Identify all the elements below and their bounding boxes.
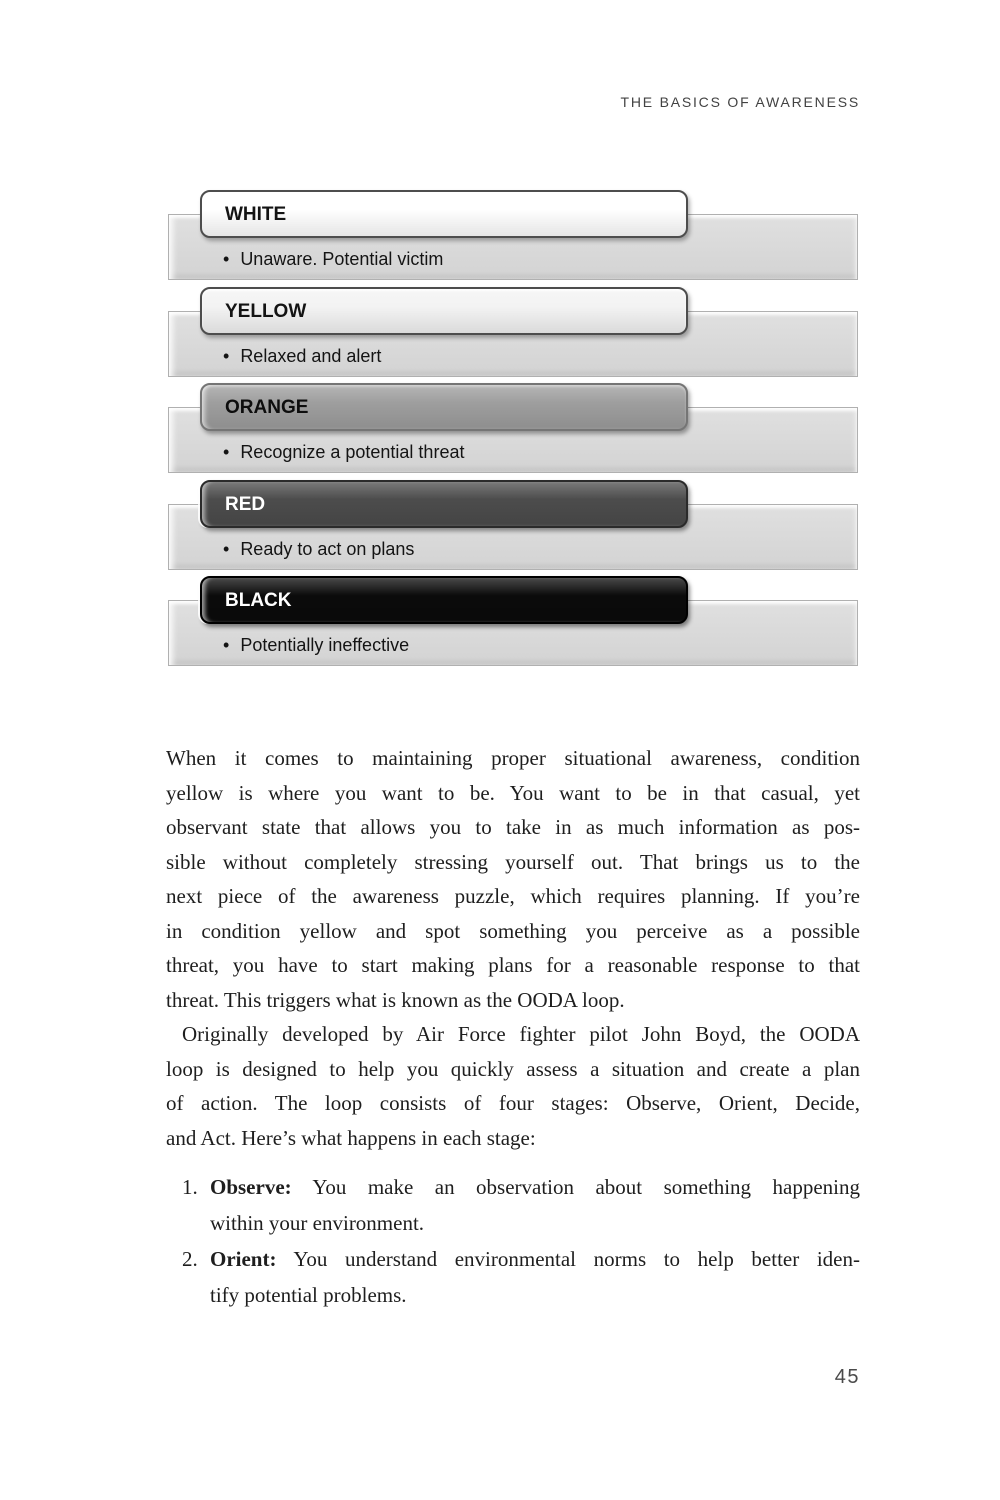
body-text bbox=[166, 741, 860, 1313]
ooda-stage-list bbox=[166, 1169, 860, 1313]
level-bullet-text: Unaware. Potential victim bbox=[240, 249, 444, 269]
bullet-icon: • bbox=[223, 442, 230, 462]
list-item-lead: Orient: bbox=[210, 1247, 277, 1271]
paragraph-2 bbox=[166, 1017, 860, 1155]
level-row-white bbox=[0, 190, 1000, 290]
text-line: in condition yellow and spot something you perceive as a possible bbox=[166, 918, 860, 943]
list-item-rest: You make an observation about something happening bbox=[312, 1175, 860, 1199]
level-tab-white bbox=[200, 190, 688, 238]
text-line: and Act. Here’s what happens in each stage: bbox=[166, 1125, 536, 1150]
text-line: observant state that allows you to take in as much information as pos- bbox=[166, 815, 860, 839]
text-line: threat, you have to start making plans for a reasonable response to that bbox=[166, 953, 860, 977]
text-line: tify potential problems. bbox=[210, 1283, 407, 1307]
paragraph-1 bbox=[166, 741, 860, 1017]
text-line: loop is designed to help you quickly assess a situation and create a plan bbox=[166, 1056, 860, 1081]
level-tab-yellow bbox=[200, 287, 688, 335]
level-tab-label: ORANGE bbox=[225, 397, 309, 418]
text-line bbox=[210, 1169, 860, 1205]
list-number: 1. bbox=[182, 1175, 198, 1199]
list-item-observe bbox=[166, 1169, 860, 1241]
level-bullet-text: Ready to act on plans bbox=[240, 539, 415, 559]
level-tab-black bbox=[200, 576, 688, 624]
level-bullet bbox=[223, 239, 443, 279]
text-line: within your environment. bbox=[210, 1211, 425, 1235]
text-line: sible without completely stressing yourself out. That brings us to the bbox=[166, 849, 860, 874]
list-number: 2. bbox=[182, 1247, 198, 1271]
level-bullet bbox=[223, 529, 414, 569]
level-tab-orange bbox=[200, 383, 688, 431]
text-line: of action. The loop consists of four stages: Observe, Orient, Decide, bbox=[166, 1091, 860, 1115]
level-tab-label: WHITE bbox=[225, 204, 287, 225]
text-line: Originally developed by Air Force fighter pilot John Boyd, the OODA bbox=[182, 1022, 860, 1046]
level-row-black bbox=[0, 576, 1000, 676]
level-row-red bbox=[0, 480, 1000, 580]
level-bullet-text: Potentially ineffective bbox=[240, 635, 410, 655]
bullet-icon: • bbox=[223, 635, 230, 655]
text-line: threat. This triggers what is known as the OODA loop. bbox=[166, 987, 625, 1012]
level-bullet bbox=[223, 625, 409, 665]
bullet-icon: • bbox=[223, 346, 230, 366]
level-bullet-text: Relaxed and alert bbox=[240, 346, 382, 366]
list-item-lead: Observe: bbox=[210, 1175, 292, 1199]
level-row-orange bbox=[0, 383, 1000, 483]
page-number: 45 bbox=[834, 1366, 860, 1388]
level-bullet-text: Recognize a potential threat bbox=[240, 442, 465, 462]
running-head: THE BASICS OF AWARENESS bbox=[620, 94, 860, 110]
text-line bbox=[210, 1241, 860, 1277]
level-row-yellow bbox=[0, 287, 1000, 387]
level-bullet bbox=[223, 432, 464, 472]
level-tab-label: BLACK bbox=[225, 590, 292, 611]
text-line: yellow is where you want to be. You want to be in that casual, yet bbox=[166, 780, 860, 805]
text-line: When it comes to maintaining proper situational awareness, condition bbox=[166, 746, 860, 770]
level-bullet bbox=[223, 336, 381, 376]
list-item-rest: You understand environmental norms to help better iden- bbox=[293, 1247, 860, 1271]
level-tab-red bbox=[200, 480, 688, 528]
level-tab-label: RED bbox=[225, 494, 266, 515]
bullet-icon: • bbox=[223, 539, 230, 559]
bullet-icon: • bbox=[223, 249, 230, 269]
text-line: next piece of the awareness puzzle, which requires planning. If you’re bbox=[166, 884, 860, 908]
list-item-orient bbox=[166, 1241, 860, 1313]
level-tab-label: YELLOW bbox=[225, 301, 307, 322]
